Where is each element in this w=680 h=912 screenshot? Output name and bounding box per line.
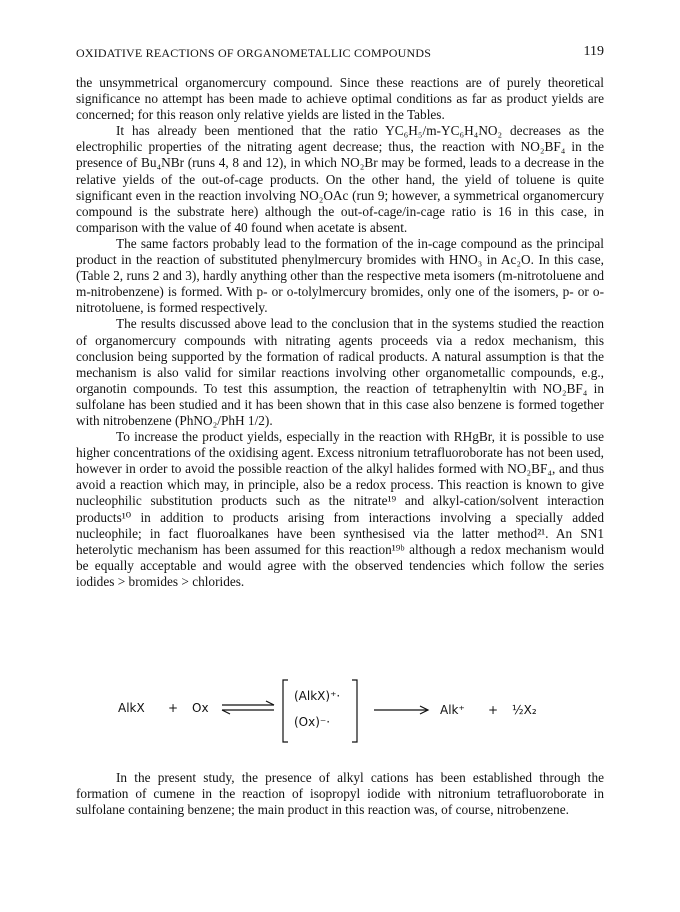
- after-scheme-text: [76, 770, 604, 818]
- paragraph-2: It has already been mentioned that the ratio YC₆H₅/m-YC₆H₄NO₂ decreases as the electrophilic properties of the nitrating agent decrease; thus, the reaction with NO₂BF₄ in the presence of Bu₄NBr (runs 4, 8 and 12), in which NO₂Br may be formed, leads to a decrease in the relative yields of the out-of-cage products. On the other hand, the yield of toluene is quite significant even in the reaction involving NO₂OAc (run 9; however, a symmetrical organomercury compound is the substrate here) although the out-of-cage/in-cage ratio is 16 in this case, in comparison with the value of 40 found when acetate is absent.: [76, 123, 604, 235]
- paragraph-4: The results discussed above lead to the conclusion that in the systems studied the reaction of organomercury compounds with nitrating agents proceeds via a redox mechanism, this conclusion being supported by the formation of radical products. A natural assumption is that the mechanism is also valid for similar reactions involving other organometallic compounds, e.g., organotin compounds. To test this assumption, the reaction of tetraphenyltin with NO₂BF₄ in sulfolane has been studied and it has been shown that in this case also benzene is formed together with nitrobenzene (PhNO₂/PhH 1/2).: [76, 316, 604, 428]
- forward-arrow: [374, 706, 428, 714]
- paragraph-1: the unsymmetrical organomercury compound. Since these reactions are of purely theoretical significance no attempt has been made to achieve optimal conditions as far as product yields are concerned; for this reason only relative yields are listed in the Tables.: [76, 75, 604, 123]
- paragraph-5: To increase the product yields, especially in the reaction with RHgBr, it is possible to use higher concentrations of the oxidising agent. Excess nitronium tetrafluoroborate has not been used, however in order to avoid the possible reaction of the alkyl halides formed with NO₂BF₄, and thus avoid a reaction which may, in principle, also be a redox process. This reaction is known to give nucleophilic substitution products such as the nitrate¹⁹ and alkyl-cation/solvent interaction products¹⁰ in addition to products arising from interactions involving a specially added nucleophile; in fact fluoroalkanes have been synthesised via the latter method²¹. An SN1 heterolytic mechanism has been assumed for this reaction¹⁹ᵇ although a redox mechanism would be equally acceptable and would agree with the observed tendencies which follow the series iodides > bromides > chlorides.: [76, 429, 604, 589]
- scheme-plus-1: +: [168, 701, 179, 715]
- paragraph-3: The same factors probably lead to the formation of the in-cage compound as the principal product in the reaction of substituted phenylmercury bromides with HNO₃ in Ac₂O. In this case, (Table 2, runs 2 and 3), hardly anything other than the respective meta isomers (m-nitrotoluene and m-nitrobenzene) is formed. With p- or o-tolylmercury bromides, only one of the isomers, p- or o-nitrotoluene, is formed respectively.: [76, 235, 604, 316]
- reaction-scheme: [112, 672, 572, 748]
- right-bracket: [352, 680, 357, 742]
- page-header: [76, 44, 604, 64]
- scheme-product-2: ½X₂: [512, 703, 537, 717]
- paragraph-6: In the present study, the presence of alkyl cations has been established through the formation of cumene in the reaction of isopropyl iodide with nitronium tetrafluoroborate in sulfolane containing benzene; the main product in this reaction was, of course, nitrobenzene.: [76, 770, 604, 818]
- body-text: [76, 75, 604, 590]
- scheme-plus-2: +: [488, 703, 499, 717]
- left-bracket: [283, 680, 288, 742]
- page-number: 119: [583, 44, 604, 59]
- scheme-oxidant: Ox: [192, 701, 209, 715]
- scheme-reactant: AlkX: [118, 701, 145, 715]
- scheme-product-1: Alk⁺: [440, 703, 465, 717]
- equilibrium-arrow: [222, 701, 274, 714]
- running-title: OXIDATIVE REACTIONS OF ORGANOMETALLIC COMPOUNDS: [76, 46, 432, 60]
- complex-anion: (Ox)⁻·: [294, 715, 331, 729]
- complex-cation: (AlkX)⁺·: [294, 689, 341, 703]
